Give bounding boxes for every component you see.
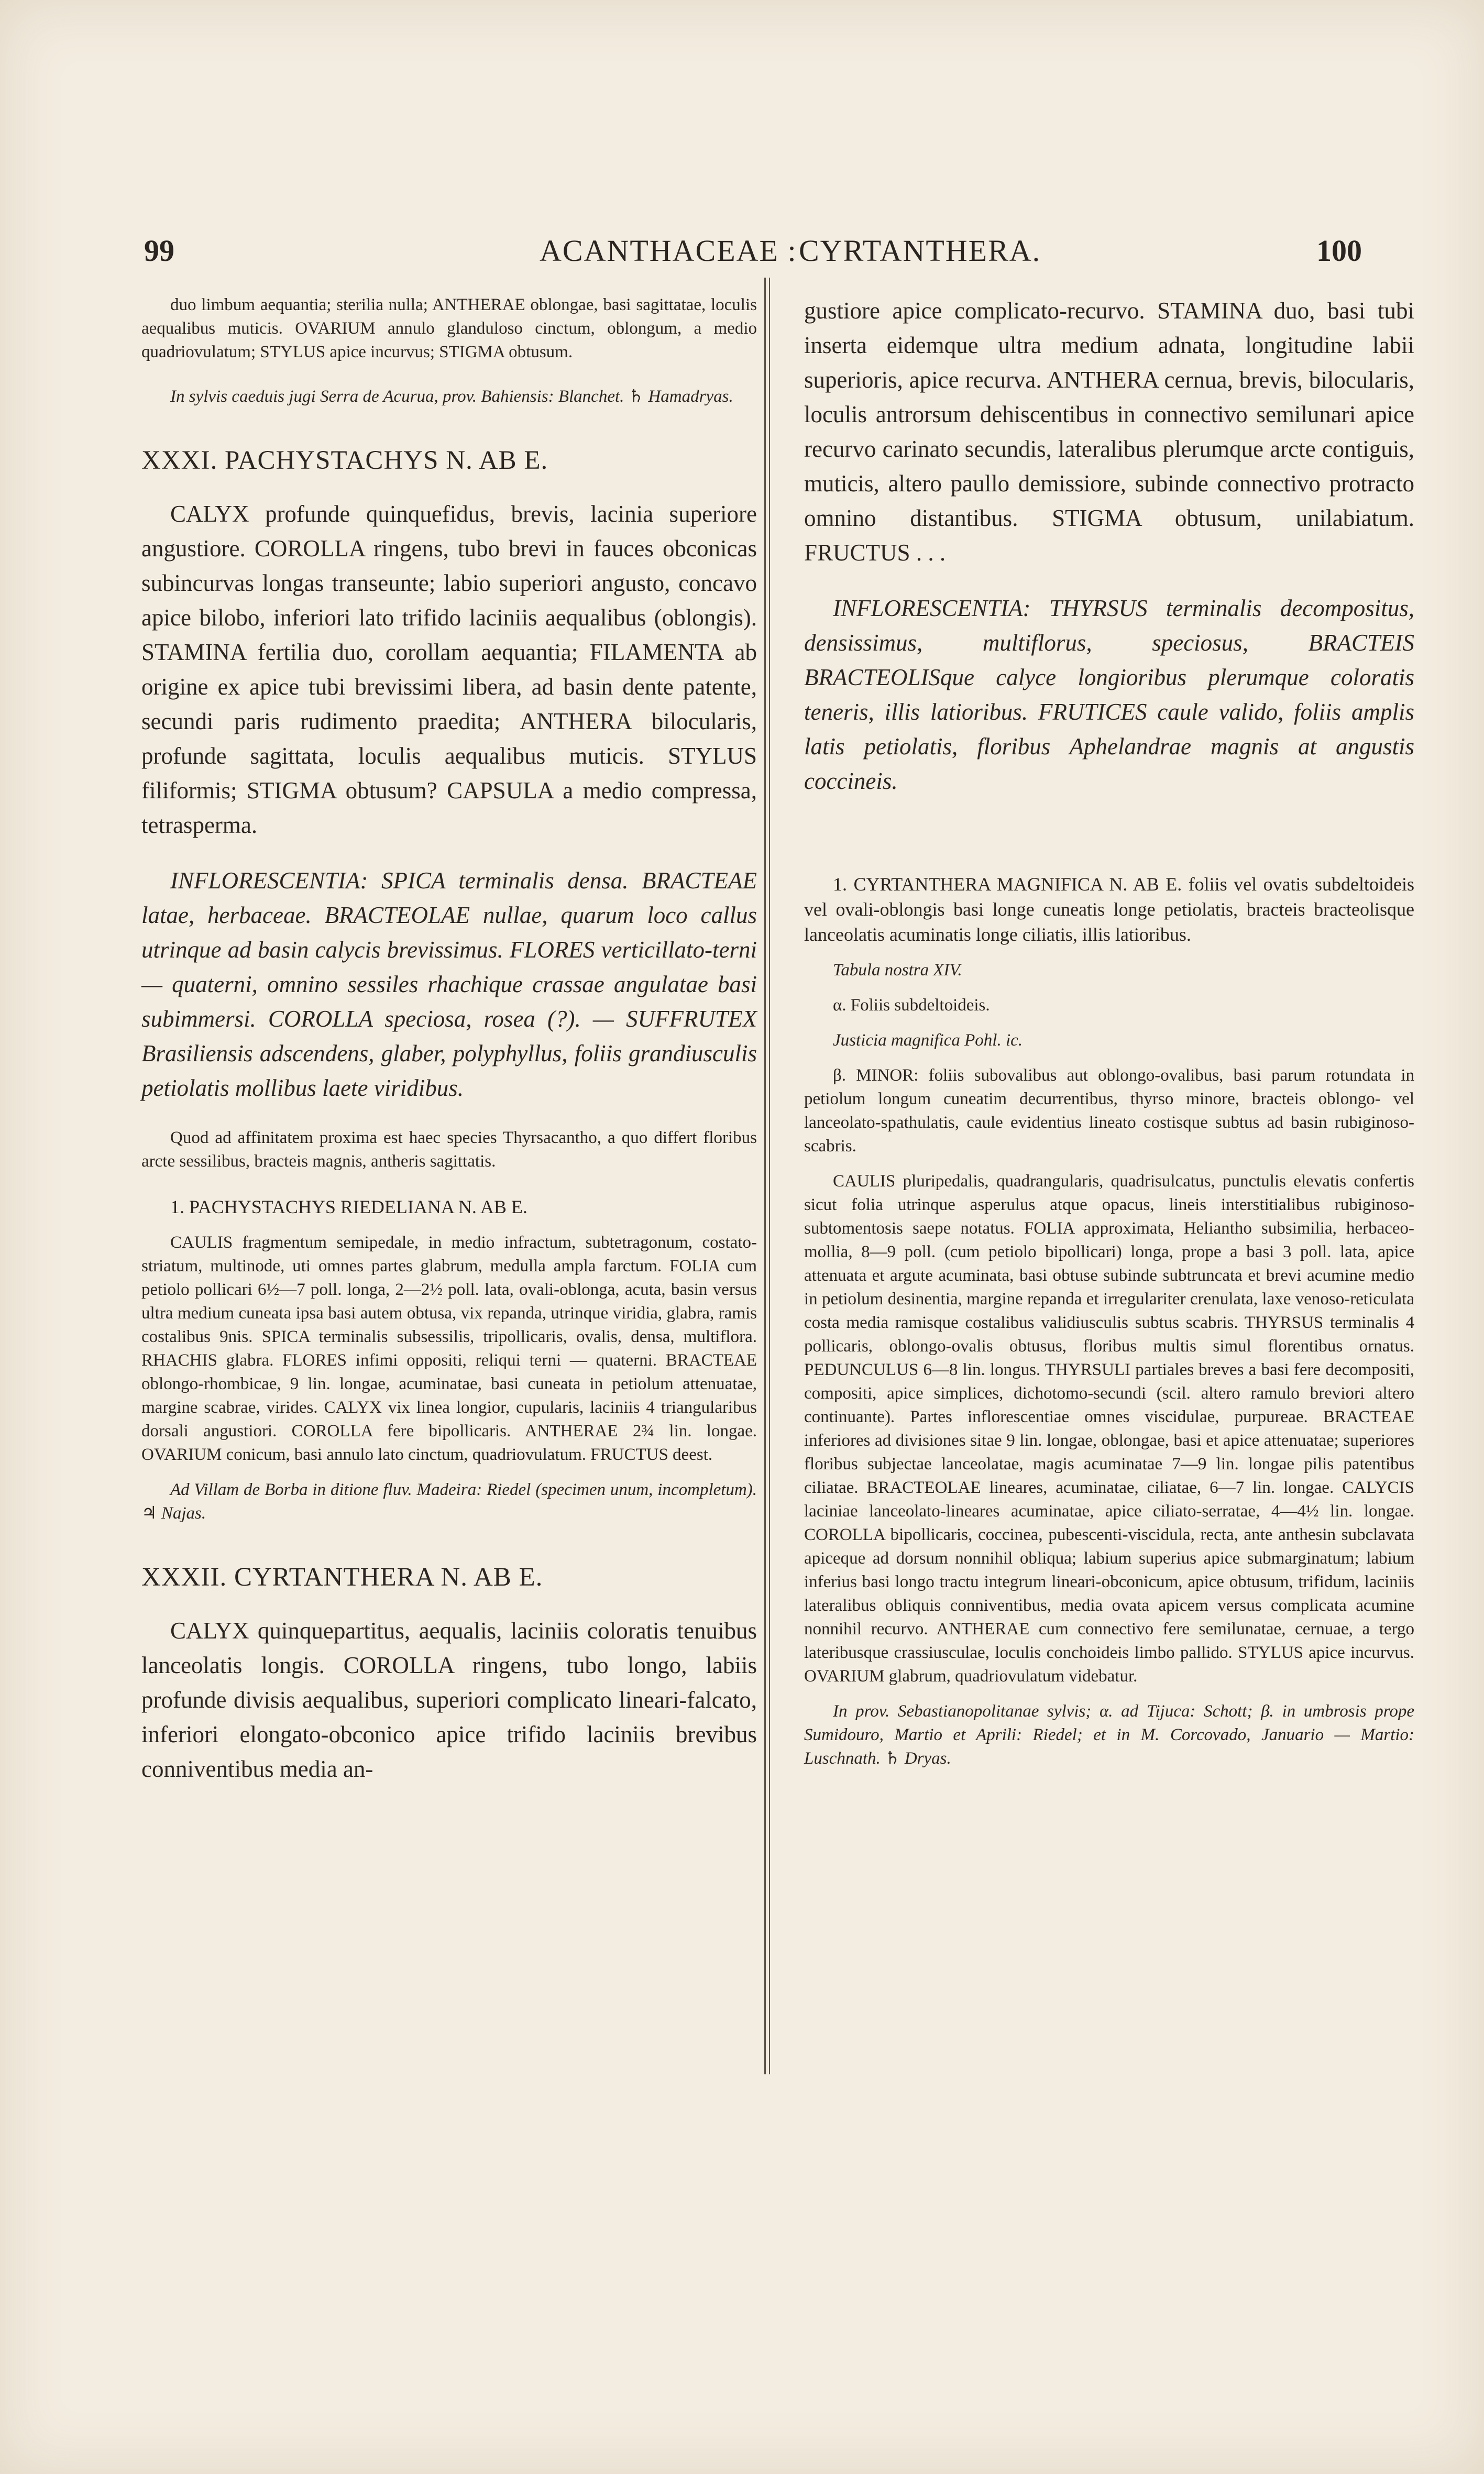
inflorescence-description: INFLORESCENTIA: THYRSUS terminalis decompositus, densissimus, multiflorus, speciosus, BRACTEIS BRACTEOLISque calyce longioribus plerumque coloratis teneris, illis latioribus. FRUTICES caule valido, foliis amplis latis petiolatis, floribus Aphelandrae magnis at angustis coccineis. xyxy=(804,595,1414,794)
genus-heading: XXXII. CYRTANTHERA N. AB E. xyxy=(141,1563,543,1592)
right-column xyxy=(804,293,1414,1771)
genus-heading: XXXI. PACHYSTACHYS N. AB E. xyxy=(141,446,548,475)
inflorescence-description: INFLORESCENTIA: SPICA terminalis densa. BRACTEAE latae, herbaceae. BRACTEOLAE nullae, quarum loco callus utrinque ad basin calycis brevissimus. FLORES verticillato-terni — quaterni, omnino sessiles rhachique crassae angulatae basi subimmersi. COROLLA speciosa, rosea (?). — SUFFRUTEX Brasiliensis adscendens, glaber, polyphyllus, foliis grandiusculis petiolatis mollibus laete viridibus. xyxy=(141,867,757,1101)
variety-beta: β. MINOR: foliis subovalibus aut oblongo-ovalibus, basi parum rotundata in petiolum longum cuneatim decurrentibus, thyrso minore, bracteis oblongo- vel lanceolato-spathulatis, caule evidentius lineato costisque subtus ad basin rubiginoso-scabris. xyxy=(804,1066,1414,1156)
left-page-number: 99 xyxy=(144,234,174,268)
paragraph: duo limbum aequantia; sterilia nulla; ANTHERAE oblongae, basi sagittatae, loculis aequalibus muticis. OVARIUM annulo glanduloso cinctum, oblongum, a medio quadriovulatum; STYLUS apice incurvus; STIGMA obtusum. xyxy=(141,295,757,361)
left-column xyxy=(141,293,757,1786)
species-description: CAULIS fragmentum semipedale, in medio infractum, subtetragonum, costato-striatum, multinode, uti omnes partes glabrum, medulla ampla farctum. FOLIA cum petiolo pollicari 6½—7 poll. longa, 2—2½ poll. lata, ovali-oblonga, acuta, basin versus ultra medium cuneata ipsa basi autem obtusa, vix repanda, utrinque viridia, glabra, ramis costalibus 9nis. SPICA terminalis subsessilis, tripollicaris, ovalis, densa, multiflora. RHACHIS glabra. FLORES infimi oppositi, reliqui terni — quaterni. BRACTEAE oblongo-rhombicae, 9 lin. longae, acuminatae, basi cuneata in petiolum attenuatae, margine scabrae, virides. CALYX vix linea longior, cupularis, laciniis 4 triangularibus dorsali angustiori. COROLLA fere bipollicaris. ANTHERAE 2¾ lin. longae. OVARIUM conicum, basi annulo lato cinctum, quadriovulatum. FRUCTUS deest. xyxy=(141,1233,757,1464)
genus-description: CALYX profunde quinquefidus, brevis, lacinia superiore angustiore. COROLLA ringens, tubo brevi in fauces obconicas subincurvas longas transeunte; labio superiori angusto, concavo apice bilobo, inferiori lato trifido laciniis aequalibus (oblongis). STAMINA fertilia duo, corollam aequantia; FILAMENTA ab origine ex apice tubi brevissimi libera, ad basin dente patente, secundi paris rudimento praedita; ANTHERA bilocularis, profunde sagittata, loculis aequalibus muticis. STYLUS filiformis; STIGMA obtusum? CAPSULA a medio compressa, tetrasperma. xyxy=(141,501,757,838)
locality-note: Ad Villam de Borba in ditione fluv. Madeira: Riedel (specimen unum, incompletum). ♃ Najas. xyxy=(141,1480,757,1523)
variety-alpha: α. Foliis subdeltoideis. xyxy=(833,996,990,1015)
species-heading: 1. CYRTANTHERA MAGNIFICA N. AB E. foliis vel ovatis subdeltoideis vel ovali-oblongis basi longe cuneatis longe petiolatis, bracteis bracteolisque lanceolatis acuminatis longe ciliatis, illis latioribus. xyxy=(804,874,1414,945)
genus-description-continued: gustiore apice complicato-recurvo. STAMINA duo, basi tubi inserta eidemque ultra medium adnata, longitudine labii superioris, apice recurva. ANTHERA cernua, brevis, bilocularis, loculis antrorsum dehiscentibus in connectivo semilunari apice recurvo carinato secundis, lateralibus plerumque arcte contiguis, muticis, altero paullo demissiore, subinde connectivo protracto omnino distantibus. STIGMA obtusum, unilabiatum. FRUCTUS . . . xyxy=(804,298,1414,566)
running-header xyxy=(141,233,1362,280)
running-head-left: ACANTHACEAE : xyxy=(540,234,797,268)
species-heading: 1. PACHYSTACHYS RIEDELIANA N. AB E. xyxy=(170,1196,527,1217)
genus-description: CALYX quinquepartitus, aequalis, laciniis coloratis tenuibus lanceolatis longis. COROLLA ringens, tubo longo, labiis profunde divisis aequalibus, superiori complicato lineari-falcato, inferiori elongato-obconico apice trifido laciniis brevibus conniventibus media an- xyxy=(141,1618,757,1782)
locality-note: In prov. Sebastianopolitanae sylvis; α. ad Tijuca: Schott; β. in umbrosis prope Sumidouro, Martio et Aprili: Riedel; et in M. Corcovado, Januario — Martio: Luschnath. ♄ Dryas. xyxy=(804,1702,1414,1768)
right-page-number: 100 xyxy=(1316,234,1362,268)
affinity-note: Quod ad affinitatem proxima est haec species Thyrsacantho, a quo differt floribus arcte sessilibus, bracteis magnis, antheris sagittatis. xyxy=(141,1128,757,1171)
column-divider xyxy=(764,278,770,2074)
running-head-right: CYRTANTHERA. xyxy=(799,234,1041,268)
plate-reference: Tabula nostra XIV. xyxy=(833,961,962,980)
locality-note: In sylvis caeduis jugi Serra de Acurua, prov. Bahiensis: Blanchet. ♄ Hamadryas. xyxy=(170,387,733,406)
synonym: Justicia magnifica Pohl. ic. xyxy=(833,1031,1023,1050)
species-description: CAULIS pluripedalis, quadrangularis, quadrisulcatus, punctulis elevatis confertis sicut folia utrinque asperulus atque opacus, lineis interstitialibus rubiginoso-subtomentosis saepe notatus. FOLIA approximata, Helianthо subsimilia, herbaceo-mollia, 8—9 poll. (cum petiolo bipollicari) longa, prope a basi 3 poll. lata, apice attenuata et argute acuminata, basi obtuse subinde subtruncata et brevi acumine medio in petiolum desinentia, margine repanda et irregulariter crenulata, laxe venoso-reticulata costa media ramisque costalibus validiusculis subtus scabris. THYRSUS terminalis 4 pollicaris, oblongo-ovalis obtusus, floribus multis simul florentibus ornatus. PEDUNCULUS 6—8 lin. longus. THYRSULI partiales breves a basi fere decompositi, compositi, apice simplices, dichotomo-secundi (scil. altero ramulo breviori altero continuante). Partes inflorescentiae omnes viscidulae, purpureae. BRACTEAE inferiores ad divisiones sitae 9 lin. longae, oblongae, basi et apice attenuatae; superiores floribus subjectae lanceolatae, magis acuminatae 7—9 lin. longae pilis patentibus ciliatae. BRACTEOLAE lineares, acuminatae, ciliatae, 6—7 lin. longae. CALYCIS laciniae lanceolato-lineares acuminatae, apice ciliato-serratae, 4—4½ lin. longae. COROLLA bipollicaris, coccinea, pubescenti-viscidula, recta, ante anthesin subclavata apiceque ad dorsum nonnihil obliqua; labium superius apice submarginatum; labium inferius basi longo tractu integrum lineari-obconicum, apice obtusum, trifidum, laciniis lateralibus obliquis conniventibus, media ovata apicem versus complicata acumine nonnihil recurvo. ANTHERAE cum connectivo fere semilunatae, cernuae, a tergo lateribusque crassiusculae, loculis conchoideis limbo pallido. STYLUS apice incurvus. OVARIUM glabrum, quadriovulatum videbatur. xyxy=(804,1172,1414,1686)
